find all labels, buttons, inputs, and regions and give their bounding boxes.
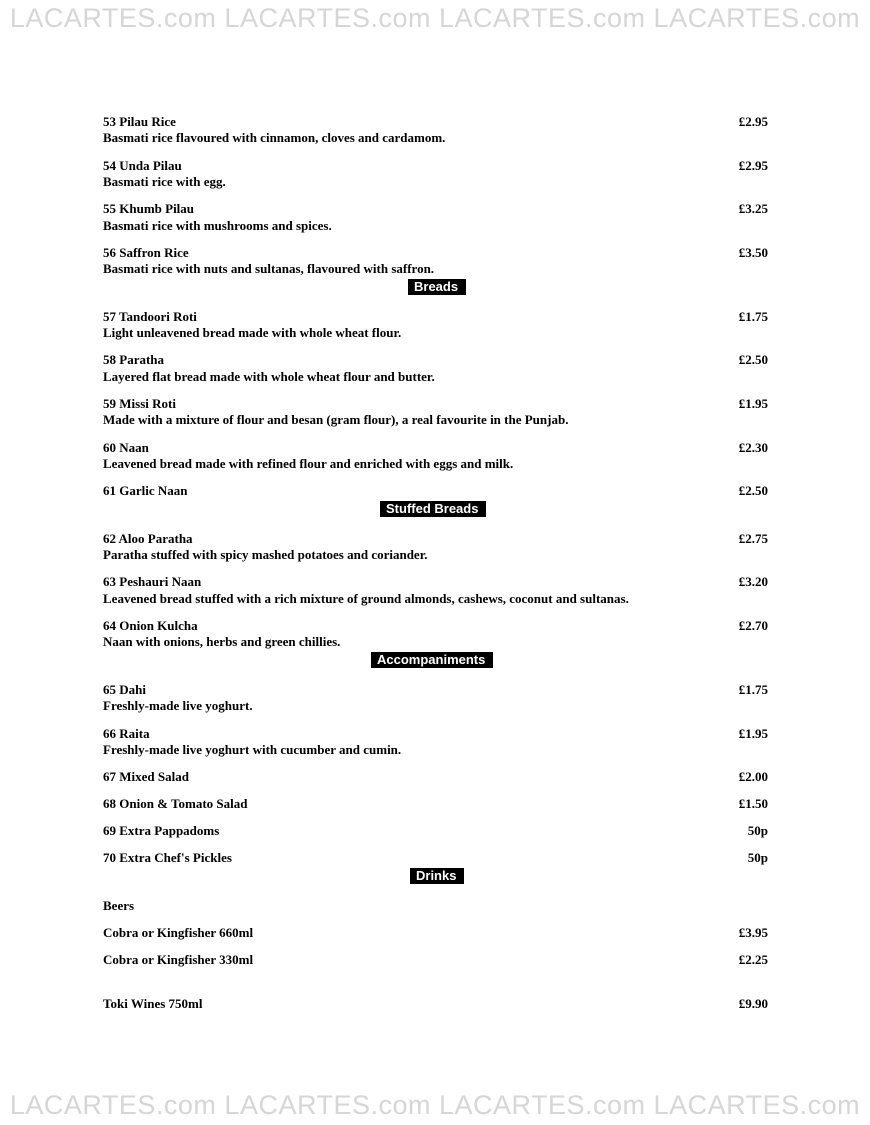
item-price: £3.50 — [738, 245, 768, 260]
section-header-drinks: Drinks — [410, 868, 464, 884]
item-name: 63 Peshauri Naan — [103, 574, 202, 589]
item-price: £2.30 — [738, 440, 768, 455]
item-price: £2.25 — [738, 952, 768, 967]
item-name: 64 Onion Kulcha — [103, 618, 198, 633]
watermark-top: LACARTES.com LACARTES.com LACARTES.com LACARTES.com — [9, 3, 861, 33]
item-name: 70 Extra Chef's Pickles — [103, 850, 232, 865]
item-name: 62 Aloo Paratha — [103, 531, 193, 546]
item-price: £2.70 — [738, 618, 768, 633]
item-price: £1.95 — [738, 726, 768, 741]
item-description: Freshly-made live yoghurt with cucumber and cumin. — [103, 742, 402, 757]
item-name: 69 Extra Pappadoms — [103, 823, 220, 838]
item-description: Basmati rice with egg. — [103, 174, 226, 189]
item-name: 59 Missi Roti — [103, 396, 176, 411]
item-description: Basmati rice with mushrooms and spices. — [103, 218, 332, 233]
item-description: Leavened bread stuffed with a rich mixture of ground almonds, cashews, coconut and sultanas. — [103, 591, 629, 606]
section-header-stuffed-breads: Stuffed Breads — [380, 501, 486, 517]
item-price: £2.75 — [738, 531, 768, 546]
item-name: 61 Garlic Naan — [103, 483, 188, 498]
item-description: Layered flat bread made with whole wheat flour and butter. — [103, 369, 435, 384]
item-price: £3.95 — [738, 925, 768, 940]
section-header-accompaniments: Accompaniments — [371, 652, 493, 668]
item-description: Naan with onions, herbs and green chillies. — [103, 634, 341, 649]
item-price: £3.20 — [738, 574, 768, 589]
item-description: Basmati rice flavoured with cinnamon, cloves and cardamom. — [103, 130, 446, 145]
item-description: Light unleavened bread made with whole wheat flour. — [103, 325, 402, 340]
item-name: 60 Naan — [103, 440, 149, 455]
item-description: Leavened bread made with refined flour and enriched with eggs and milk. — [103, 456, 514, 471]
item-price: £2.95 — [738, 114, 768, 129]
drinks-subheading: Beers — [103, 898, 135, 913]
item-description: Made with a mixture of flour and besan (gram flour), a real favourite in the Punjab. — [103, 412, 569, 427]
item-price: £2.00 — [738, 769, 768, 784]
item-description: Freshly-made live yoghurt. — [103, 698, 253, 713]
item-description: Basmati rice with nuts and sultanas, flavoured with saffron. — [103, 261, 435, 276]
item-price: £1.75 — [738, 309, 768, 324]
item-price: £2.50 — [738, 352, 768, 367]
item-name: Cobra or Kingfisher 660ml — [103, 925, 254, 940]
item-name: 55 Khumb Pilau — [103, 201, 195, 216]
item-price: £1.50 — [738, 796, 768, 811]
item-name: 67 Mixed Salad — [103, 769, 189, 784]
item-name: 57 Tandoori Roti — [103, 309, 197, 324]
item-price: £2.95 — [738, 158, 768, 173]
item-name: 54 Unda Pilau — [103, 158, 182, 173]
item-price: £9.90 — [738, 996, 768, 1011]
item-name: Toki Wines 750ml — [103, 996, 203, 1011]
item-name: 65 Dahi — [103, 682, 146, 697]
item-price: £1.75 — [738, 682, 768, 697]
item-price: £2.50 — [738, 483, 768, 498]
section-header-breads: Breads — [408, 279, 466, 295]
item-price: 50p — [747, 850, 768, 865]
item-name: 68 Onion & Tomato Salad — [103, 796, 248, 811]
item-price: £3.25 — [738, 201, 768, 216]
item-price: £1.95 — [738, 396, 768, 411]
item-price: 50p — [747, 823, 768, 838]
item-name: 66 Raita — [103, 726, 150, 741]
watermark-bottom: LACARTES.com LACARTES.com LACARTES.com LACARTES.com — [9, 1090, 861, 1120]
item-name: 56 Saffron Rice — [103, 245, 189, 260]
item-name: 53 Pilau Rice — [103, 114, 176, 129]
item-name: 58 Paratha — [103, 352, 165, 367]
item-description: Paratha stuffed with spicy mashed potatoes and coriander. — [103, 547, 428, 562]
item-name: Cobra or Kingfisher 330ml — [103, 952, 254, 967]
